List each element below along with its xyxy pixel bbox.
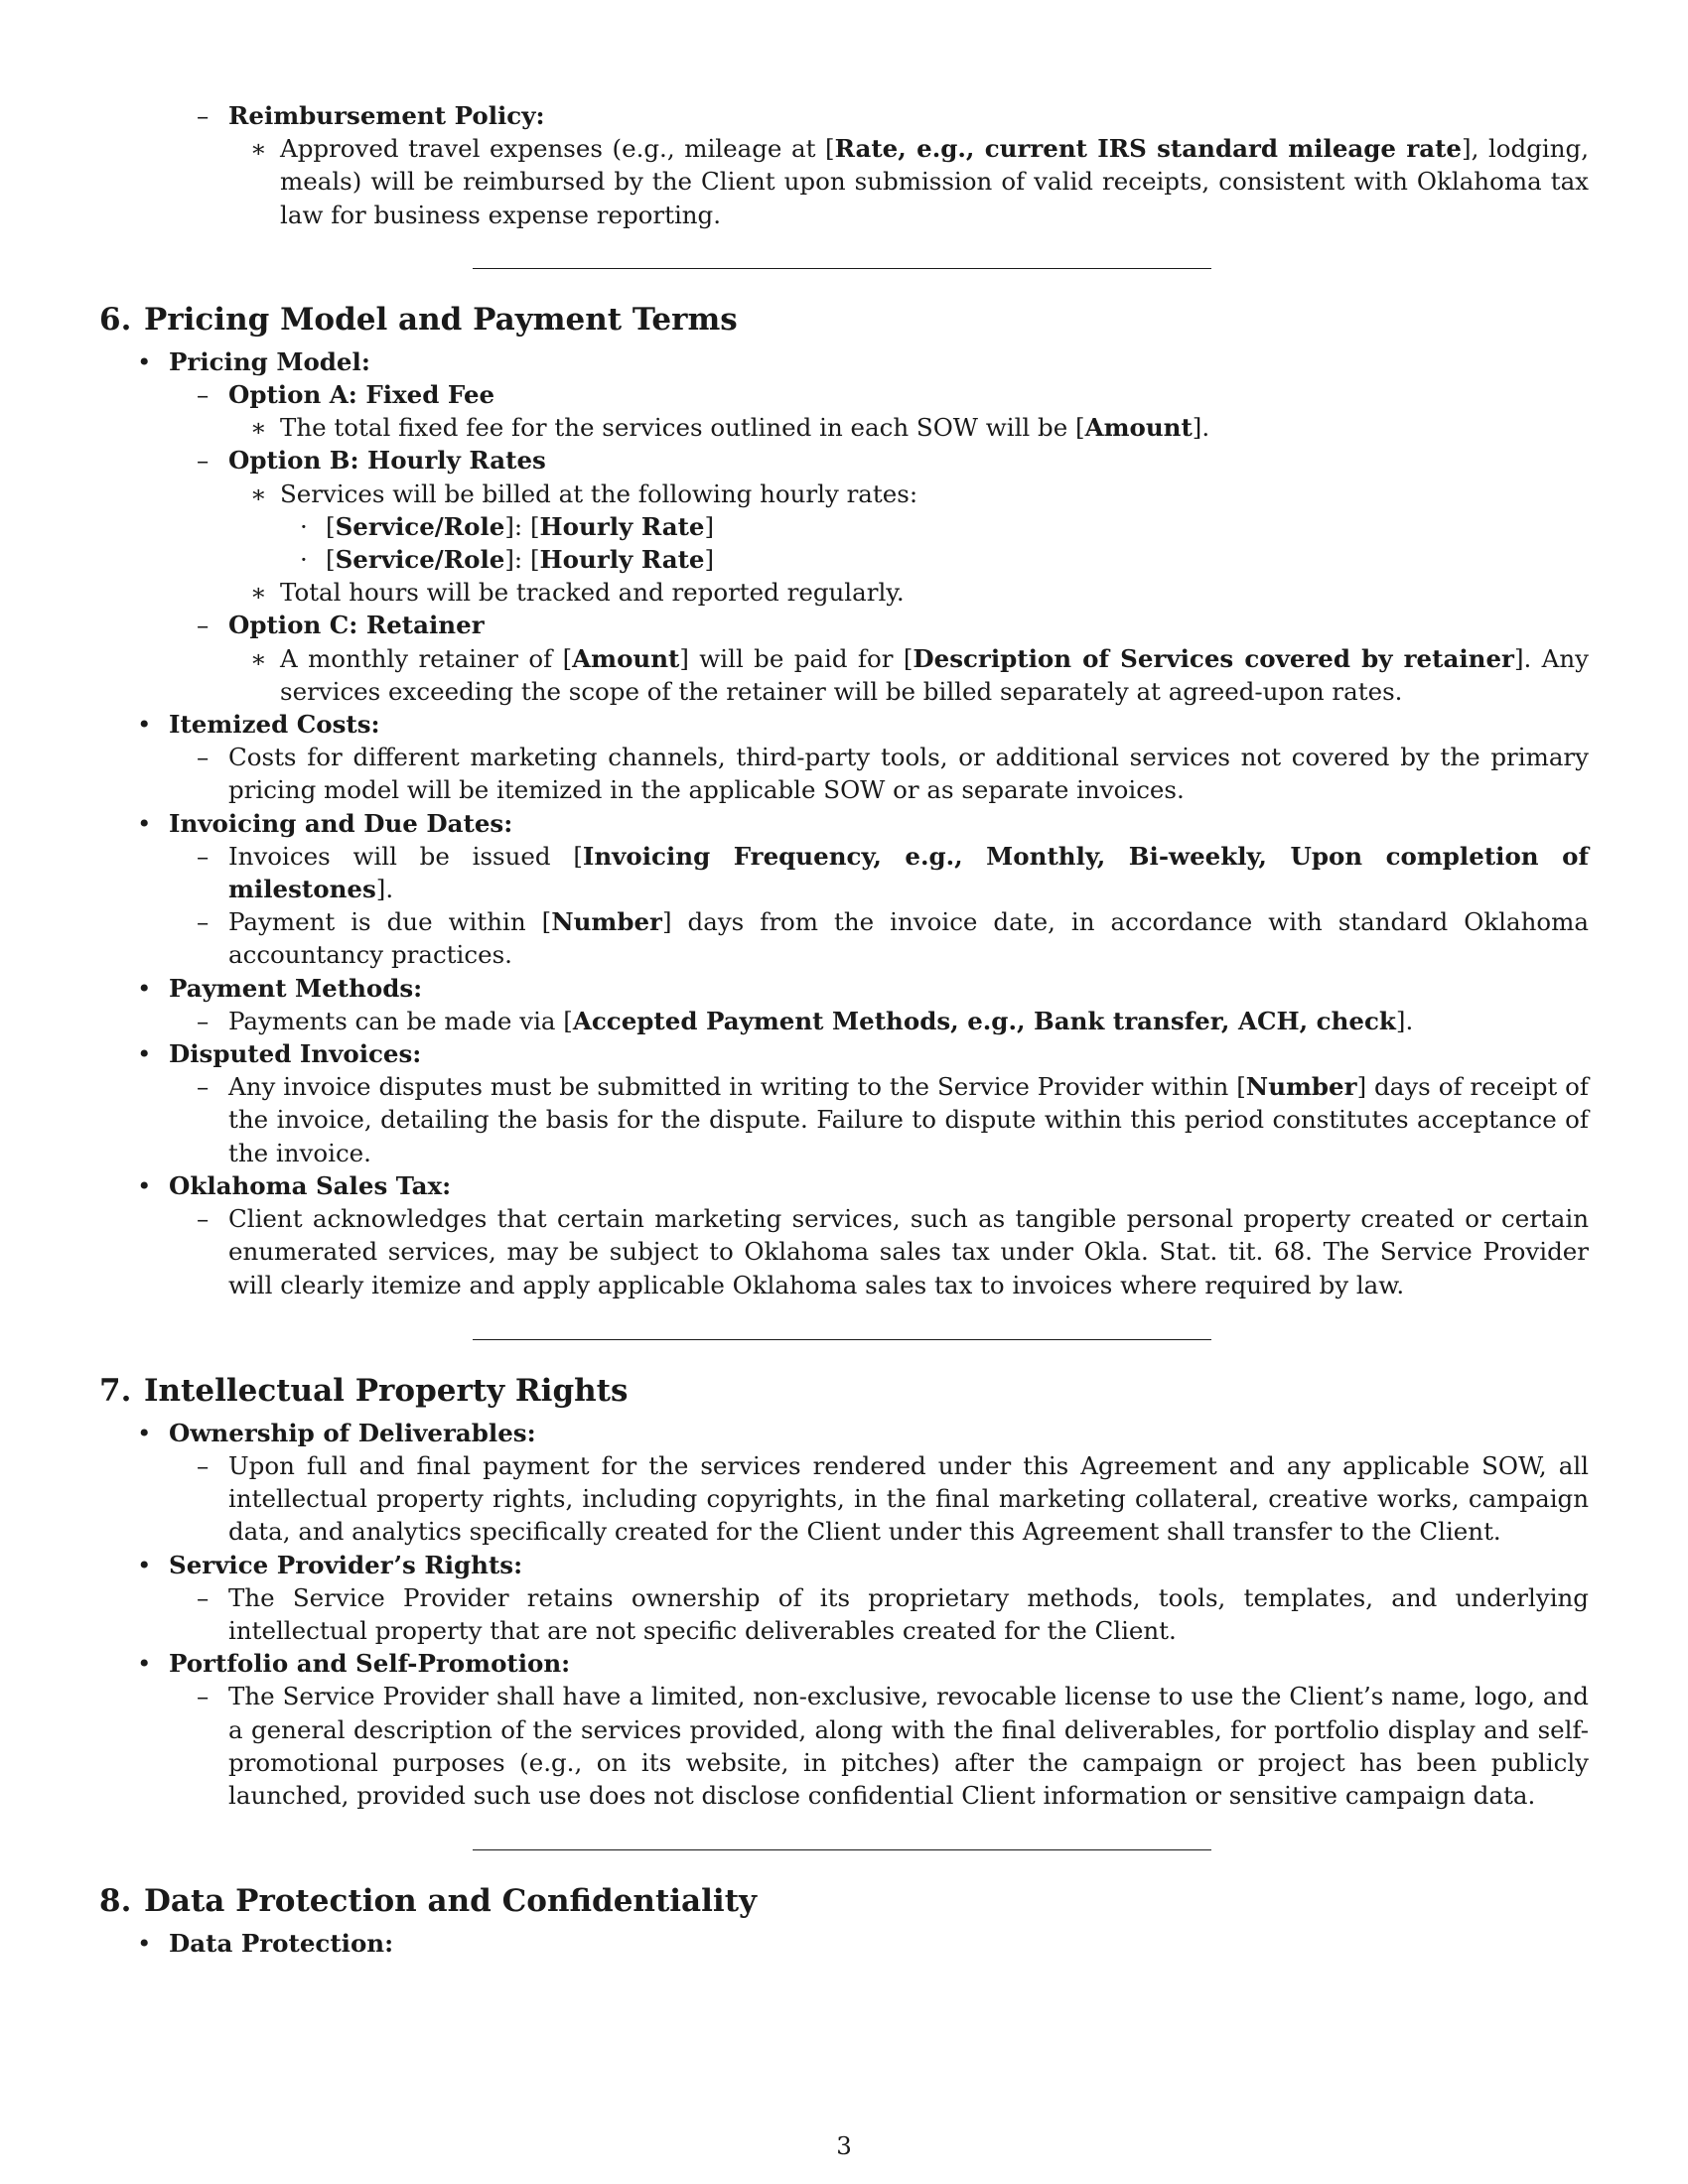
placeholder-field: Description of Services covered by retainer [913,643,1514,673]
text: ] days of receipt of the invoice, detailing the basis for the dispute. Failure to dispute within this period constitutes acceptance of the invoice. [228,1072,1589,1167]
text: Payments can be made via [ [228,1006,573,1035]
section-heading-8 [99,1881,1589,1921]
bullet: • [137,973,152,1003]
item-heading: Oklahoma Sales Tax: [169,1170,452,1200]
item-heading: Option B: Hourly Rates [228,446,546,476]
item-heading: Ownership of Deliverables: [169,1418,536,1447]
bullet: • [137,710,152,740]
dot-bullet: · [300,511,308,541]
list-item [99,1647,1589,1680]
text: Services will be billed at the following hourly rates: [280,478,918,508]
text: Any invoice disputes must be submitted in writing to the Service Provider within [ [228,1072,1246,1102]
dash-bullet: – [197,1450,210,1480]
dash-bullet: – [197,611,210,640]
list-item [99,807,1589,840]
bullet: • [137,1929,152,1959]
item-heading: Disputed Invoices: [169,1039,422,1069]
placeholder-field: Number [1245,1072,1357,1102]
list-item [99,1581,1589,1647]
item-heading: Payment Methods: [169,973,423,1003]
text: ], lodging, meals) will be reimbursed by the Client upon submission of valid receipts, consistent with Oklahoma tax law for business expense reporting. [280,134,1589,229]
bullet: • [137,808,152,838]
section-divider [473,268,1211,269]
list-item: · [Service/Role]: [Hourly Rate] [99,543,1589,576]
placeholder-field: Amount [1084,413,1193,443]
text: Invoices will be issued [ [228,841,583,871]
text: The Service Provider shall have a limited, non-exclusive, revocable license to use the Client’s name, logo, and a general description of the services provided, along with the final deliverables, for portfolio display and self-promotional purposes (e.g., on its website, in pitches) after the campaign or project has been publicly launched, provided such use does not disclose confidential Client information or sensitive campaign data. [228,1682,1589,1810]
dash-bullet: – [197,1582,210,1612]
list-item [99,1005,1589,1037]
placeholder-field: Number [551,907,662,937]
asterisk-bullet: ∗ [250,578,267,608]
list-item: · [Service/Role]: [Hourly Rate] [99,510,1589,543]
item-heading: Service Provider’s Rights: [169,1550,523,1579]
list-item [99,1927,1589,1960]
list-item [99,478,1589,510]
list-item [99,642,1589,708]
list-item [99,840,1589,905]
list-item [99,1417,1589,1449]
bullet: • [137,1649,152,1679]
list-item [99,1449,1589,1549]
text: ] days from the invoice date, in accordance with standard Oklahoma accountancy practices. [228,907,1589,970]
bullet: • [137,1418,152,1447]
section-number: 6. [99,301,132,338]
placeholder-field: Service/Role [335,545,505,575]
list-item [99,132,1589,231]
text: A monthly retainer of [ [280,643,573,673]
placeholder-field: Accepted Payment Methods, e.g., Bank transfer, ACH, check [572,1006,1396,1035]
placeholder-field: Service/Role [335,511,505,541]
list-item [99,1037,1589,1070]
asterisk-bullet: ∗ [250,478,267,508]
text: ]. [1192,413,1210,443]
text: Approved travel expenses (e.g., mileage at [ [280,134,835,164]
dash-bullet: – [197,380,210,410]
list-item [99,1680,1589,1812]
dash-bullet: – [197,1204,210,1234]
section-number: 8. [99,1883,132,1920]
item-heading: Itemized Costs: [169,710,380,740]
asterisk-bullet: ∗ [250,134,267,164]
bullet: • [137,346,152,376]
section-divider [473,1339,1211,1340]
text: ] will be paid for [ [679,643,914,673]
asterisk-bullet: ∗ [250,413,267,443]
section-heading-6 [99,300,1589,340]
section-title: Data Protection and Confidentiality [144,1883,758,1920]
list-item [99,99,1589,132]
text: ]. [375,875,394,904]
section-divider [473,1849,1211,1850]
dash-bullet: – [197,841,210,871]
list-item [99,1202,1589,1301]
item-heading: Portfolio and Self-Promotion: [169,1649,571,1679]
item-heading: Pricing Model: [169,346,370,376]
section-number: 7. [99,1372,132,1409]
list-item [99,378,1589,411]
item-heading: Invoicing and Due Dates: [169,808,513,838]
dot-bullet: · [300,545,308,575]
placeholder-field: Hourly Rate [539,545,705,575]
bullet: • [137,1039,152,1069]
text: Client acknowledges that certain marketing services, such as tangible personal property created or certain enumerated services, may be subject to Oklahoma sales tax under Okla. Stat. tit. 68. The Service Provider will clearly itemize and apply applicable Oklahoma sales tax to invoices where required by law. [228,1204,1589,1299]
list-item [99,411,1589,444]
placeholder-field: Invoicing Frequency, e.g., Monthly, Bi-weekly, Upon completion of milestones [228,841,1589,904]
list-item [99,345,1589,378]
text: Costs for different marketing channels, third-party tools, or additional services not covered by the primary pricing model will be itemized in the applicable SOW or as separate invoices. [228,743,1589,805]
bullet: • [137,1550,152,1579]
list-item [99,972,1589,1005]
list-item [99,1070,1589,1169]
text: ]. [1395,1006,1414,1035]
list-item [99,1169,1589,1202]
dash-bullet: – [197,1006,210,1035]
section-title: Pricing Model and Payment Terms [144,301,738,338]
item-heading: Option C: Retainer [228,611,485,640]
dash-bullet: – [197,446,210,476]
text: Total hours will be tracked and reported regularly. [280,578,905,608]
asterisk-bullet: ∗ [250,643,267,673]
text: Upon full and final payment for the services rendered under this Agreement and any applicable SOW, all intellectual property rights, including copyrights, in the final marketing collateral, creative works, campaign data, and analytics specifically created for the Client under this Agreement shall transfer to the Client. [228,1450,1589,1547]
item-heading: Option A: Fixed Fee [228,380,495,410]
text: The total fixed fee for the services outlined in each SOW will be [ [280,413,1085,443]
list-item [99,444,1589,477]
placeholder-field: Rate, e.g., current IRS standard mileage rate [834,134,1463,164]
page-number: 3 [836,2131,852,2160]
dash-bullet: – [197,1072,210,1102]
list-item [99,1549,1589,1581]
item-heading: Reimbursement Policy: [228,101,545,130]
list-item [99,708,1589,741]
list-item [99,609,1589,641]
bullet: • [137,1170,152,1200]
list-item [99,905,1589,971]
dash-bullet: – [197,743,210,772]
dash-bullet: – [197,907,210,937]
dash-bullet: – [197,101,210,130]
text: The Service Provider retains ownership of its proprietary methods, tools, templates, and underlying intellectual property that are not specific deliverables created for the Client. [228,1582,1589,1645]
document-content [99,99,1589,1960]
list-item [99,576,1589,609]
text: Payment is due within [ [228,907,552,937]
placeholder-field: Amount [572,643,680,673]
section-title: Intellectual Property Rights [144,1372,629,1409]
placeholder-field: Hourly Rate [539,511,705,541]
section-heading-7 [99,1371,1589,1411]
dash-bullet: – [197,1682,210,1711]
item-heading: Data Protection: [169,1929,394,1959]
list-item [99,741,1589,806]
text: ]. Any services exceeding the scope of the retainer will be billed separately at agreed-upon rates. [280,643,1589,706]
